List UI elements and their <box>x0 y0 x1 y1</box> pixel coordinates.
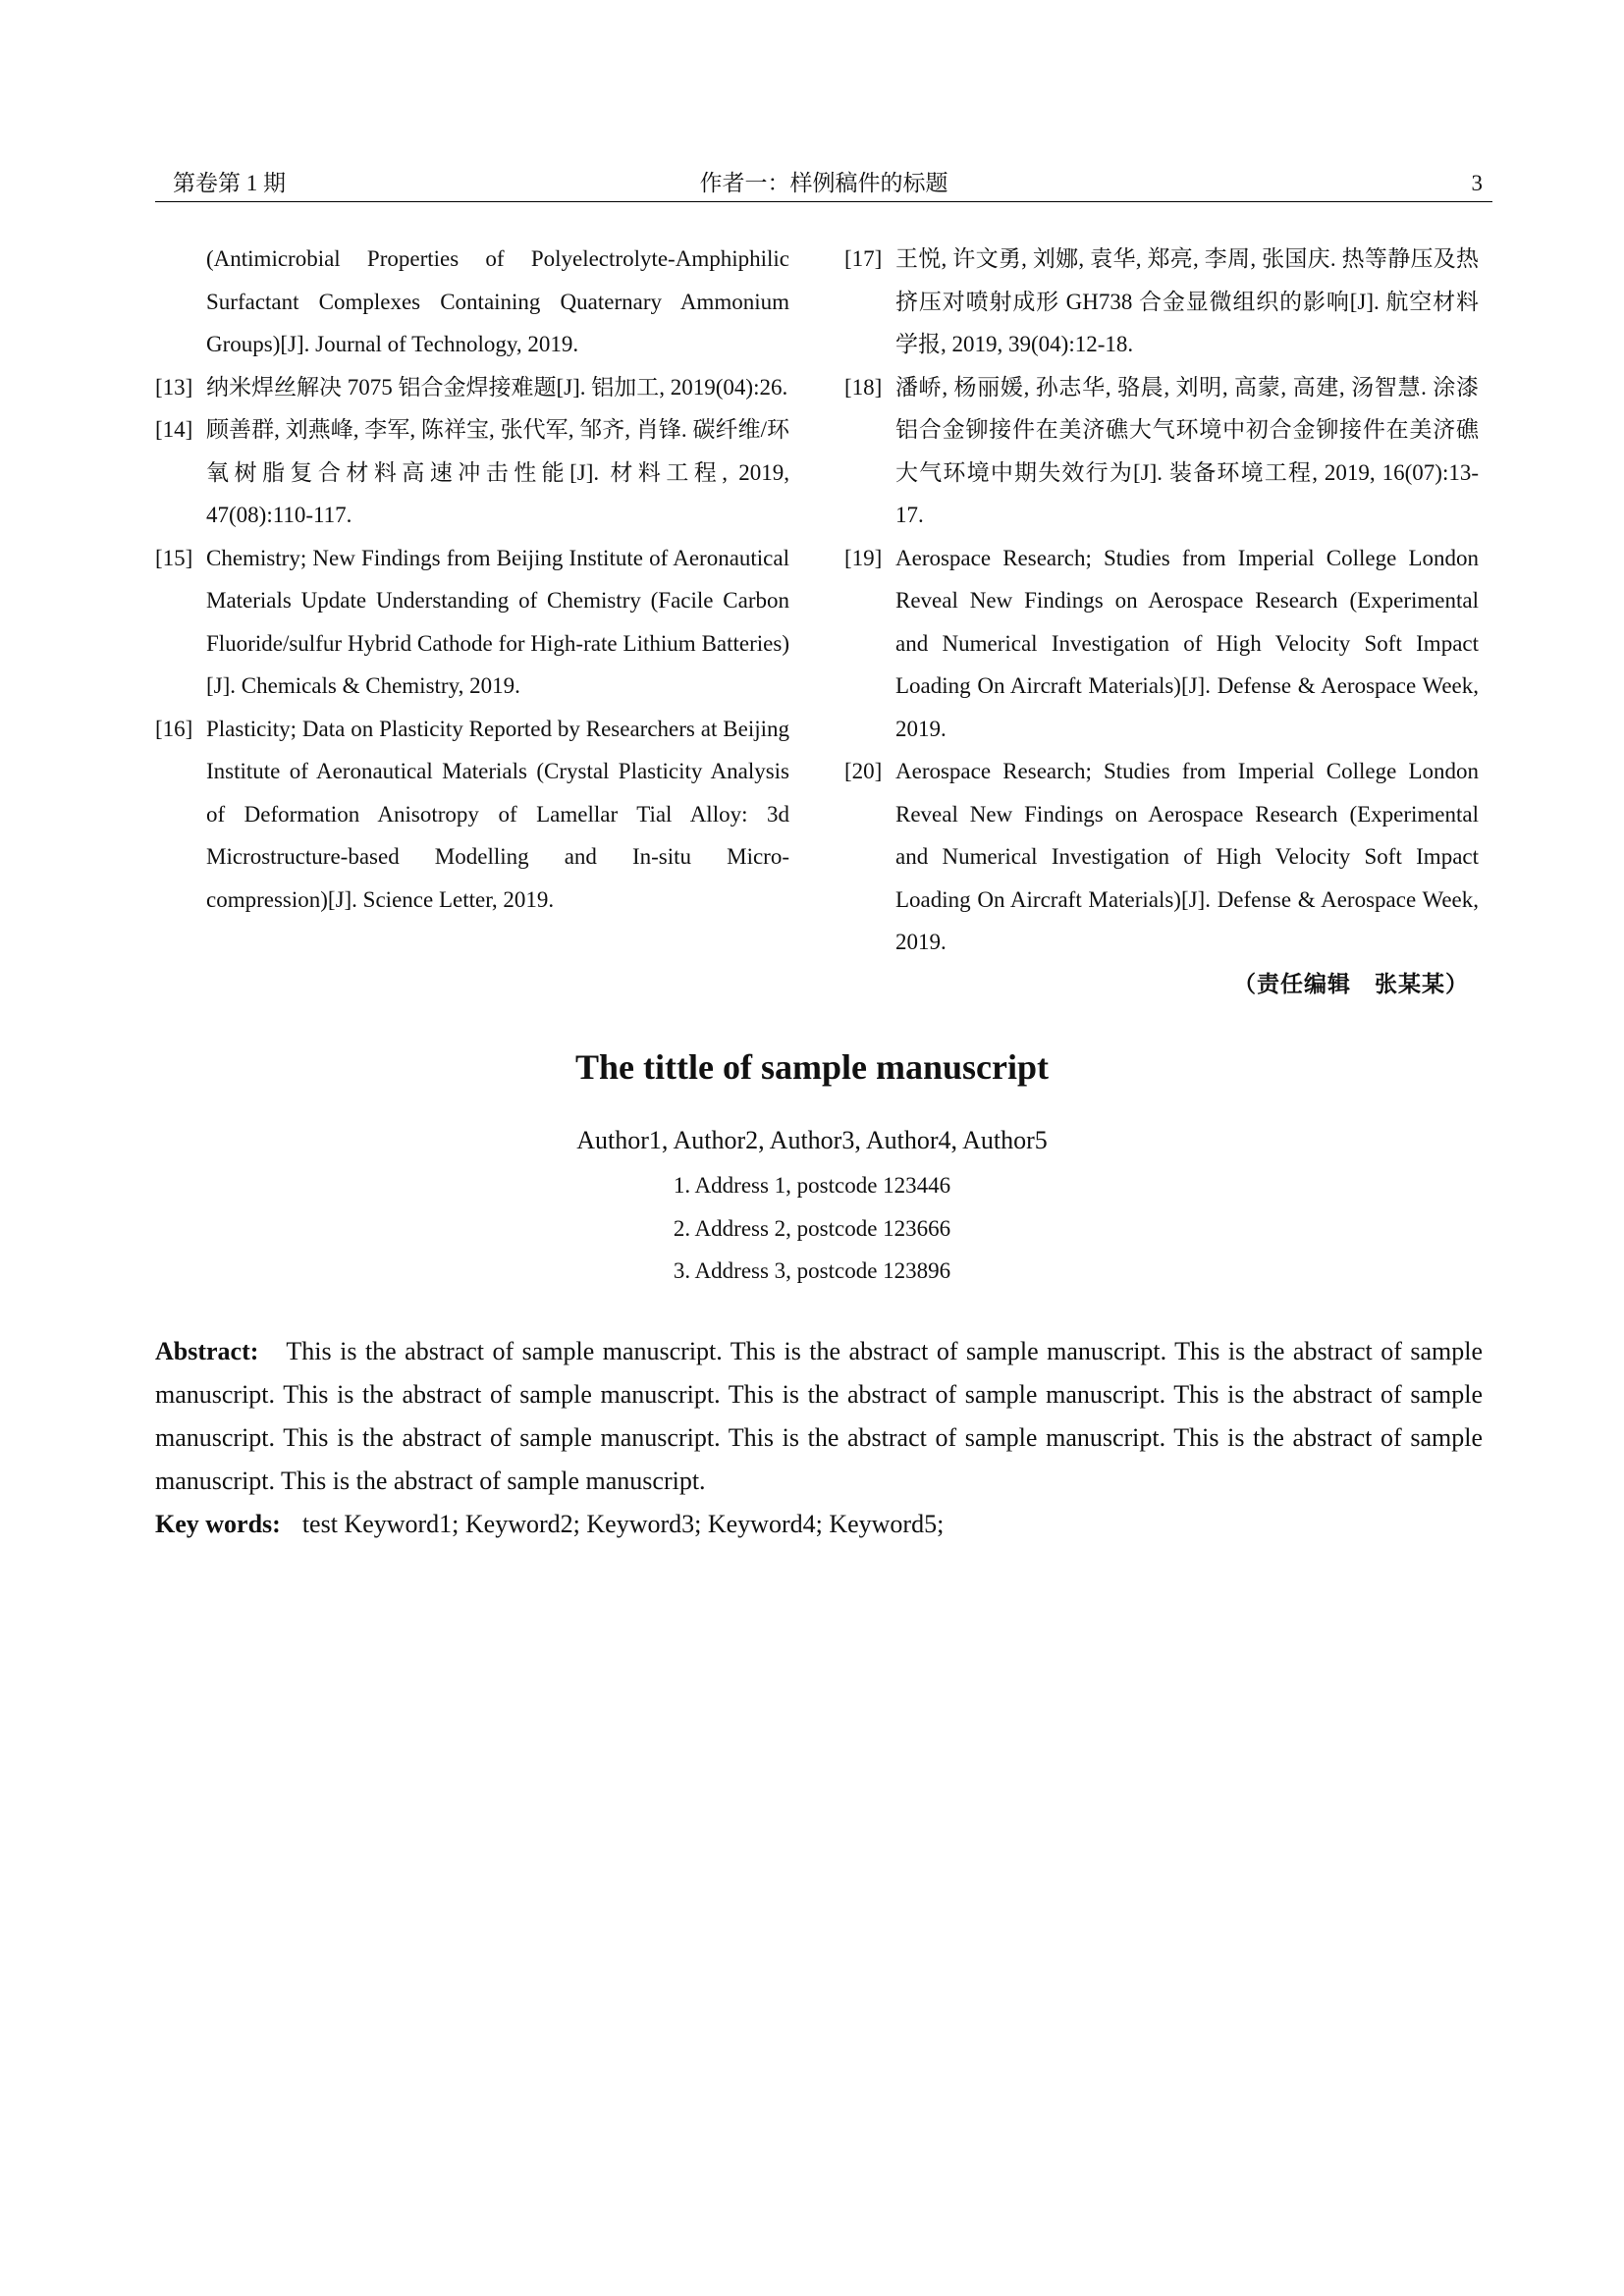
address-line: 2. Address 2, postcode 123666 <box>673 1215 951 1241</box>
keywords-text: test Keyword1; Keyword2; Keyword3; Keyword4; Keyword5; <box>301 1510 945 1538</box>
reference-item <box>155 408 789 537</box>
abstract-label: Abstract: <box>155 1337 259 1365</box>
reference-text: Chemistry; New Findings from Beijing Institute of Aeronautical Materials Update Understanding of Chemistry (Facile Carbon Fluoride/sulfur Hybrid Cathode for High-rate Lithium Batteries)[J]. Chemicals & Chemistry, 2019. <box>206 545 789 698</box>
reference-number: [18] <box>844 374 883 400</box>
reference-item <box>155 708 789 922</box>
reference-text: 潘峤, 杨丽媛, 孙志华, 骆晨, 刘明, 高蒙, 高建, 汤智慧. 涂漆铝合金铆接件在美济礁大气环境中初合金铆接件在美济礁大气环境中期失效行为[J]. 装备环境工程, 2019, 16(07):13-17. <box>895 374 1479 527</box>
reference-number: [14] <box>155 417 193 442</box>
english-keywords <box>155 1503 1483 1546</box>
reference-number: [17] <box>844 246 883 271</box>
reference-item <box>155 366 789 409</box>
keywords-label: Key words: <box>155 1510 281 1538</box>
references-right-column <box>844 238 1479 1006</box>
reference-text: 王悦, 许文勇, 刘娜, 袁华, 郑亮, 李周, 张国庆. 热等静压及热挤压对喷射成形 GH738 合金显微组织的影响[J]. 航空材料学报, 2019, 39(04):12-18. <box>895 246 1479 356</box>
reference-text: (Antimicrobial Properties of Polyelectrolyte-Amphiphilic Surfactant Complexes Containing Quaternary Ammonium Groups)[J]. Journal of Technology, 2019. <box>206 246 789 356</box>
address-line: 1. Address 1, postcode 123446 <box>673 1173 951 1198</box>
reference-text: Plasticity; Data on Plasticity Reported by Researchers at Beijing Institute of Aeronautical Materials (Crystal Plasticity Analysis of Deformation Anisotropy of Lamellar Tial Alloy: 3d Microstructure-based Modelling and In-situ Micro-compression)[J]. Science Letter, 2019. <box>206 716 789 912</box>
reference-number: [16] <box>155 716 193 741</box>
reference-number: [19] <box>844 545 883 570</box>
reference-text: Aerospace Research; Studies from Imperial College London Reveal New Findings on Aerospace Research (Experimental and Numerical Investigation of High Velocity Soft Impact Loading On Aircraft Materials)[J]. Defense & Aerospace Week, 2019. <box>895 545 1479 741</box>
reference-number: [20] <box>844 759 883 783</box>
reference-item <box>844 238 1479 366</box>
address-line: 3. Address 3, postcode 123896 <box>673 1258 951 1283</box>
abstract-text: This is the abstract of sample manuscript. This is the abstract of sample manuscript. This is the abstract of sample manuscript. This is the abstract of sample manuscript. This is the abstract of sample manuscript. This is the abstract of sample manuscript. This is the abstract of sample manuscript. This is the abstract of sample manuscript. This is the abstract of sample manuscript. This is the abstract of sample manuscript. <box>155 1337 1483 1495</box>
page-number: 3 <box>1471 171 1483 195</box>
reference-item <box>844 537 1479 751</box>
english-authors: Author1, Author2, Author3, Author4, Author5 <box>576 1126 1048 1154</box>
header-title: 作者一：样例稿件的标题 <box>699 171 948 195</box>
english-title: The tittle of sample manuscript <box>575 1047 1049 1087</box>
reference-item <box>844 366 1479 537</box>
responsible-editor-note: （责任编辑 张某某） <box>1233 971 1469 997</box>
reference-number: [13] <box>155 374 193 400</box>
reference-item <box>844 750 1479 964</box>
reference-text: 纳米焊丝解决 7075 铝合金焊接难题[J]. 铝加工, 2019(04):26. <box>206 374 788 400</box>
english-addresses <box>0 1164 1624 1293</box>
reference-text: 顾善群, 刘燕峰, 李军, 陈祥宝, 张代军, 邹齐, 肖锋. 碳纤维/环氧树脂复合材料高速冲击性能[J]. 材料工程, 2019, 47(08):110-117. <box>206 417 789 527</box>
english-abstract <box>155 1330 1483 1503</box>
header-issue: 第卷第 1 期 <box>173 171 286 195</box>
references-left-column <box>155 238 789 921</box>
reference-number: [15] <box>155 545 193 570</box>
reference-text: Aerospace Research; Studies from Imperial College London Reveal New Findings on Aerospace Research (Experimental and Numerical Investigation of High Velocity Soft Impact Loading On Aircraft Materials)[J]. Defense & Aerospace Week, 2019. <box>895 759 1479 954</box>
reference-item <box>155 238 789 366</box>
running-header <box>155 169 1492 198</box>
header-divider <box>155 201 1492 202</box>
reference-item <box>155 537 789 708</box>
